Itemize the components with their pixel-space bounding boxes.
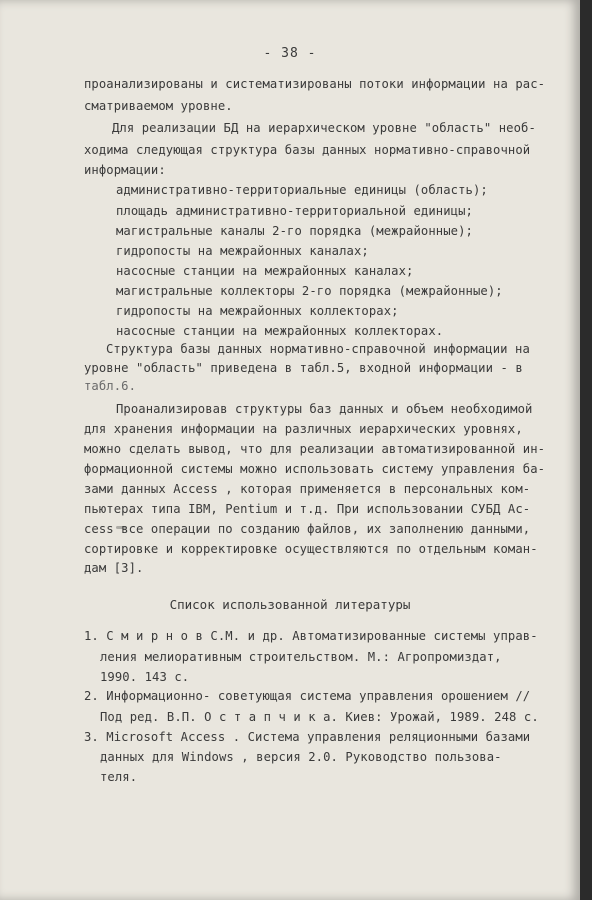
paragraph3-line: уровне "область" приведена в табл.5, входной информации - в xyxy=(84,361,523,375)
paragraph4-line: для хранения информации на различных иерархических уровнях, xyxy=(84,422,523,436)
list-item: площадь административно-территориальной единицы; xyxy=(116,204,473,218)
paragraph4-line: Проанализировав структуры баз данных и объем необходимой xyxy=(116,402,533,416)
paragraph4-line: cess все операции по созданию файлов, их заполнению данными, xyxy=(84,522,531,536)
paragraph3-line: табл.6. xyxy=(84,379,137,393)
reference-line: 3. Microsoft Access . Система управления реляционными базами xyxy=(84,730,531,744)
page-number: - 38 - xyxy=(263,46,317,61)
references-heading: Список использованной литературы xyxy=(169,597,411,612)
reference-line: Под ред. В.П. О с т а п ч и к а. Киев: Урожай, 1989. 248 с. xyxy=(100,710,539,724)
list-item: магистральные каналы 2-го порядка (межрайонные); xyxy=(116,224,473,238)
paragraph3-line: Структура базы данных нормативно-справочной информации на xyxy=(106,342,530,356)
paragraph4-line: формационной системы можно использовать систему управления ба- xyxy=(84,462,546,476)
paragraph2-line: информации: xyxy=(84,163,166,177)
paragraph4-line: дам [3]. xyxy=(84,561,144,575)
list-item: гидропосты на межрайонных каналах; xyxy=(116,244,369,258)
reference-line: 1. С м и р н о в С.М. и др. Автоматизированные системы управ- xyxy=(84,629,538,643)
reference-line: 2. Информационно- советующая система управления орошением // xyxy=(84,689,531,703)
paragraph4-line: можно сделать вывод, что для реализации автоматизированной ин- xyxy=(84,442,546,456)
list-item: насосные станции на межрайонных коллекторах. xyxy=(116,324,444,338)
list-item: насосные станции на межрайонных каналах; xyxy=(116,264,414,278)
paragraph2-line: Для реализации БД на иерархическом уровне "область" необ- xyxy=(112,121,536,135)
paragraph2-line: ходима следующая структура базы данных нормативно-справочной xyxy=(84,143,531,157)
paragraph4-line: сортировке и корректировке осуществляются по отдельным коман- xyxy=(84,542,538,556)
reference-line: ления мелиоративным строительством. М.: Агропромиздат, xyxy=(100,650,502,664)
reference-line: 1990. 143 с. xyxy=(100,670,190,684)
list-item: гидропосты на межрайонных коллекторах; xyxy=(116,304,399,318)
scan-smudge xyxy=(116,526,126,529)
reference-line: данных для Windows , версия 2.0. Руководство пользова- xyxy=(100,750,502,764)
paragraph1-line: проанализированы и систематизированы потоки информации на рас- xyxy=(84,77,546,91)
paragraph1-line: сматриваемом уровне. xyxy=(84,99,233,113)
list-item: административно-территориальные единицы (область); xyxy=(116,183,488,197)
reference-line: теля. xyxy=(100,770,138,784)
paragraph4-line: пьютерах типа IBM, Pentium и т.д. При использовании СУБД Ac- xyxy=(84,502,531,516)
paragraph4-line: зами данных Access , которая применяется в персональных ком- xyxy=(84,482,531,496)
list-item: магистральные коллекторы 2-го порядка (межрайонные); xyxy=(116,284,503,298)
